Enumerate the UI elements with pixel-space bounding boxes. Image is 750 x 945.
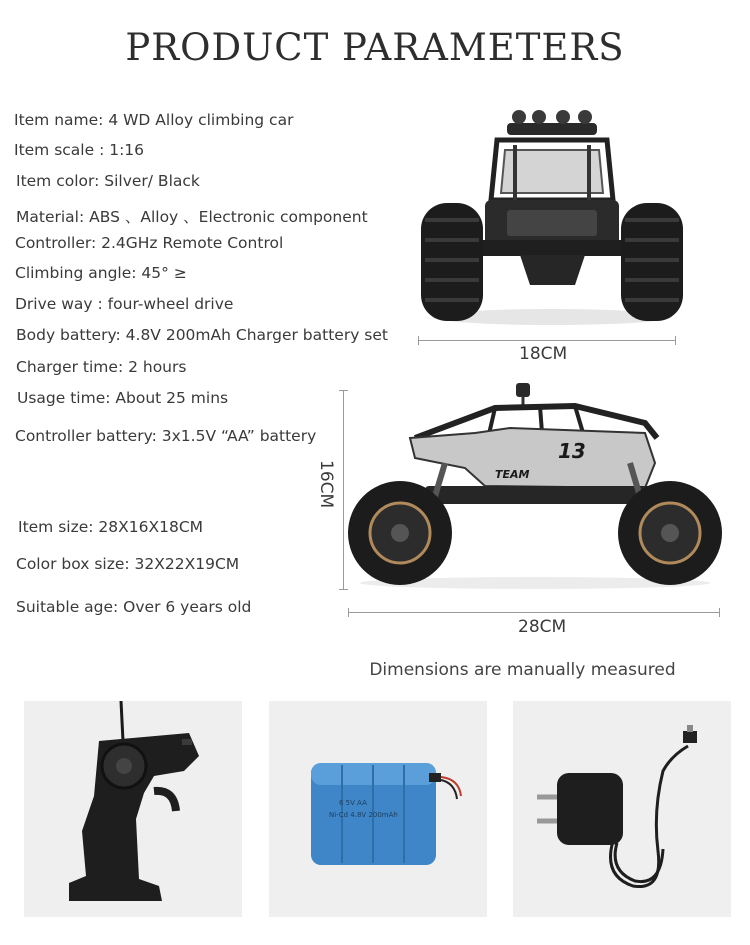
car-side-view-image: [345, 378, 730, 593]
param-item-color: Item color: Silver/ Black: [16, 172, 200, 190]
measurement-note: Dimensions are manually measured: [369, 660, 676, 680]
param-controller: Controller: 2.4GHz Remote Control: [15, 234, 284, 252]
length-dimension-tick-left: [348, 608, 349, 617]
param-drive-way: Drive way : four-wheel drive: [15, 295, 234, 313]
width-dimension-tick-left: [418, 336, 419, 345]
length-dimension-line: [348, 612, 720, 613]
param-charger-time: Charger time: 2 hours: [16, 358, 187, 376]
param-usage-time: Usage time: About 25 mins: [17, 389, 229, 407]
param-color-box-size: Color box size: 32X22X19CM: [16, 555, 240, 573]
battery-label-line2: Ni-Cd 4.8V 200mAh: [329, 811, 398, 819]
param-climbing-angle: Climbing angle: 45° ≥: [15, 264, 187, 282]
accessory-remote-controller: [24, 701, 242, 917]
battery-pack-image: [269, 701, 487, 917]
param-item-name: Item name: 4 WD Alloy climbing car: [14, 111, 294, 129]
car-front-view-image: [415, 105, 690, 330]
page-title: PRODUCT PARAMETERS: [125, 26, 625, 69]
charger-image: [513, 701, 731, 917]
accessory-charger: [513, 701, 731, 917]
width-dimension-line: [418, 340, 676, 341]
car-number-decal: 13: [558, 439, 586, 463]
accessory-battery-pack: [269, 701, 487, 917]
height-dimension-tick-top: [339, 390, 348, 391]
param-item-scale: Item scale : 1:16: [14, 141, 145, 159]
length-dimension-tick-right: [719, 608, 720, 617]
remote-controller-image: [24, 701, 242, 917]
param-suitable-age: Suitable age: Over 6 years old: [16, 598, 252, 616]
length-dimension-label: 28CM: [518, 617, 567, 637]
height-dimension-tick-bottom: [339, 589, 348, 590]
param-material: Material: ABS 、Alloy 、Electronic component: [16, 208, 368, 226]
param-body-battery: Body battery: 4.8V 200mAh Charger battery set: [16, 326, 388, 344]
car-brand-decal: TEAM: [495, 468, 530, 481]
battery-label-line1: 6 5V AA: [339, 799, 367, 807]
width-dimension-label: 18CM: [519, 344, 568, 364]
height-dimension-label: 16CM: [316, 460, 336, 509]
param-controller-battery: Controller battery: 3x1.5V “AA” battery: [15, 427, 317, 445]
width-dimension-tick-right: [675, 336, 676, 345]
height-dimension-line: [343, 390, 344, 590]
param-item-size: Item size: 28X16X18CM: [18, 518, 204, 536]
